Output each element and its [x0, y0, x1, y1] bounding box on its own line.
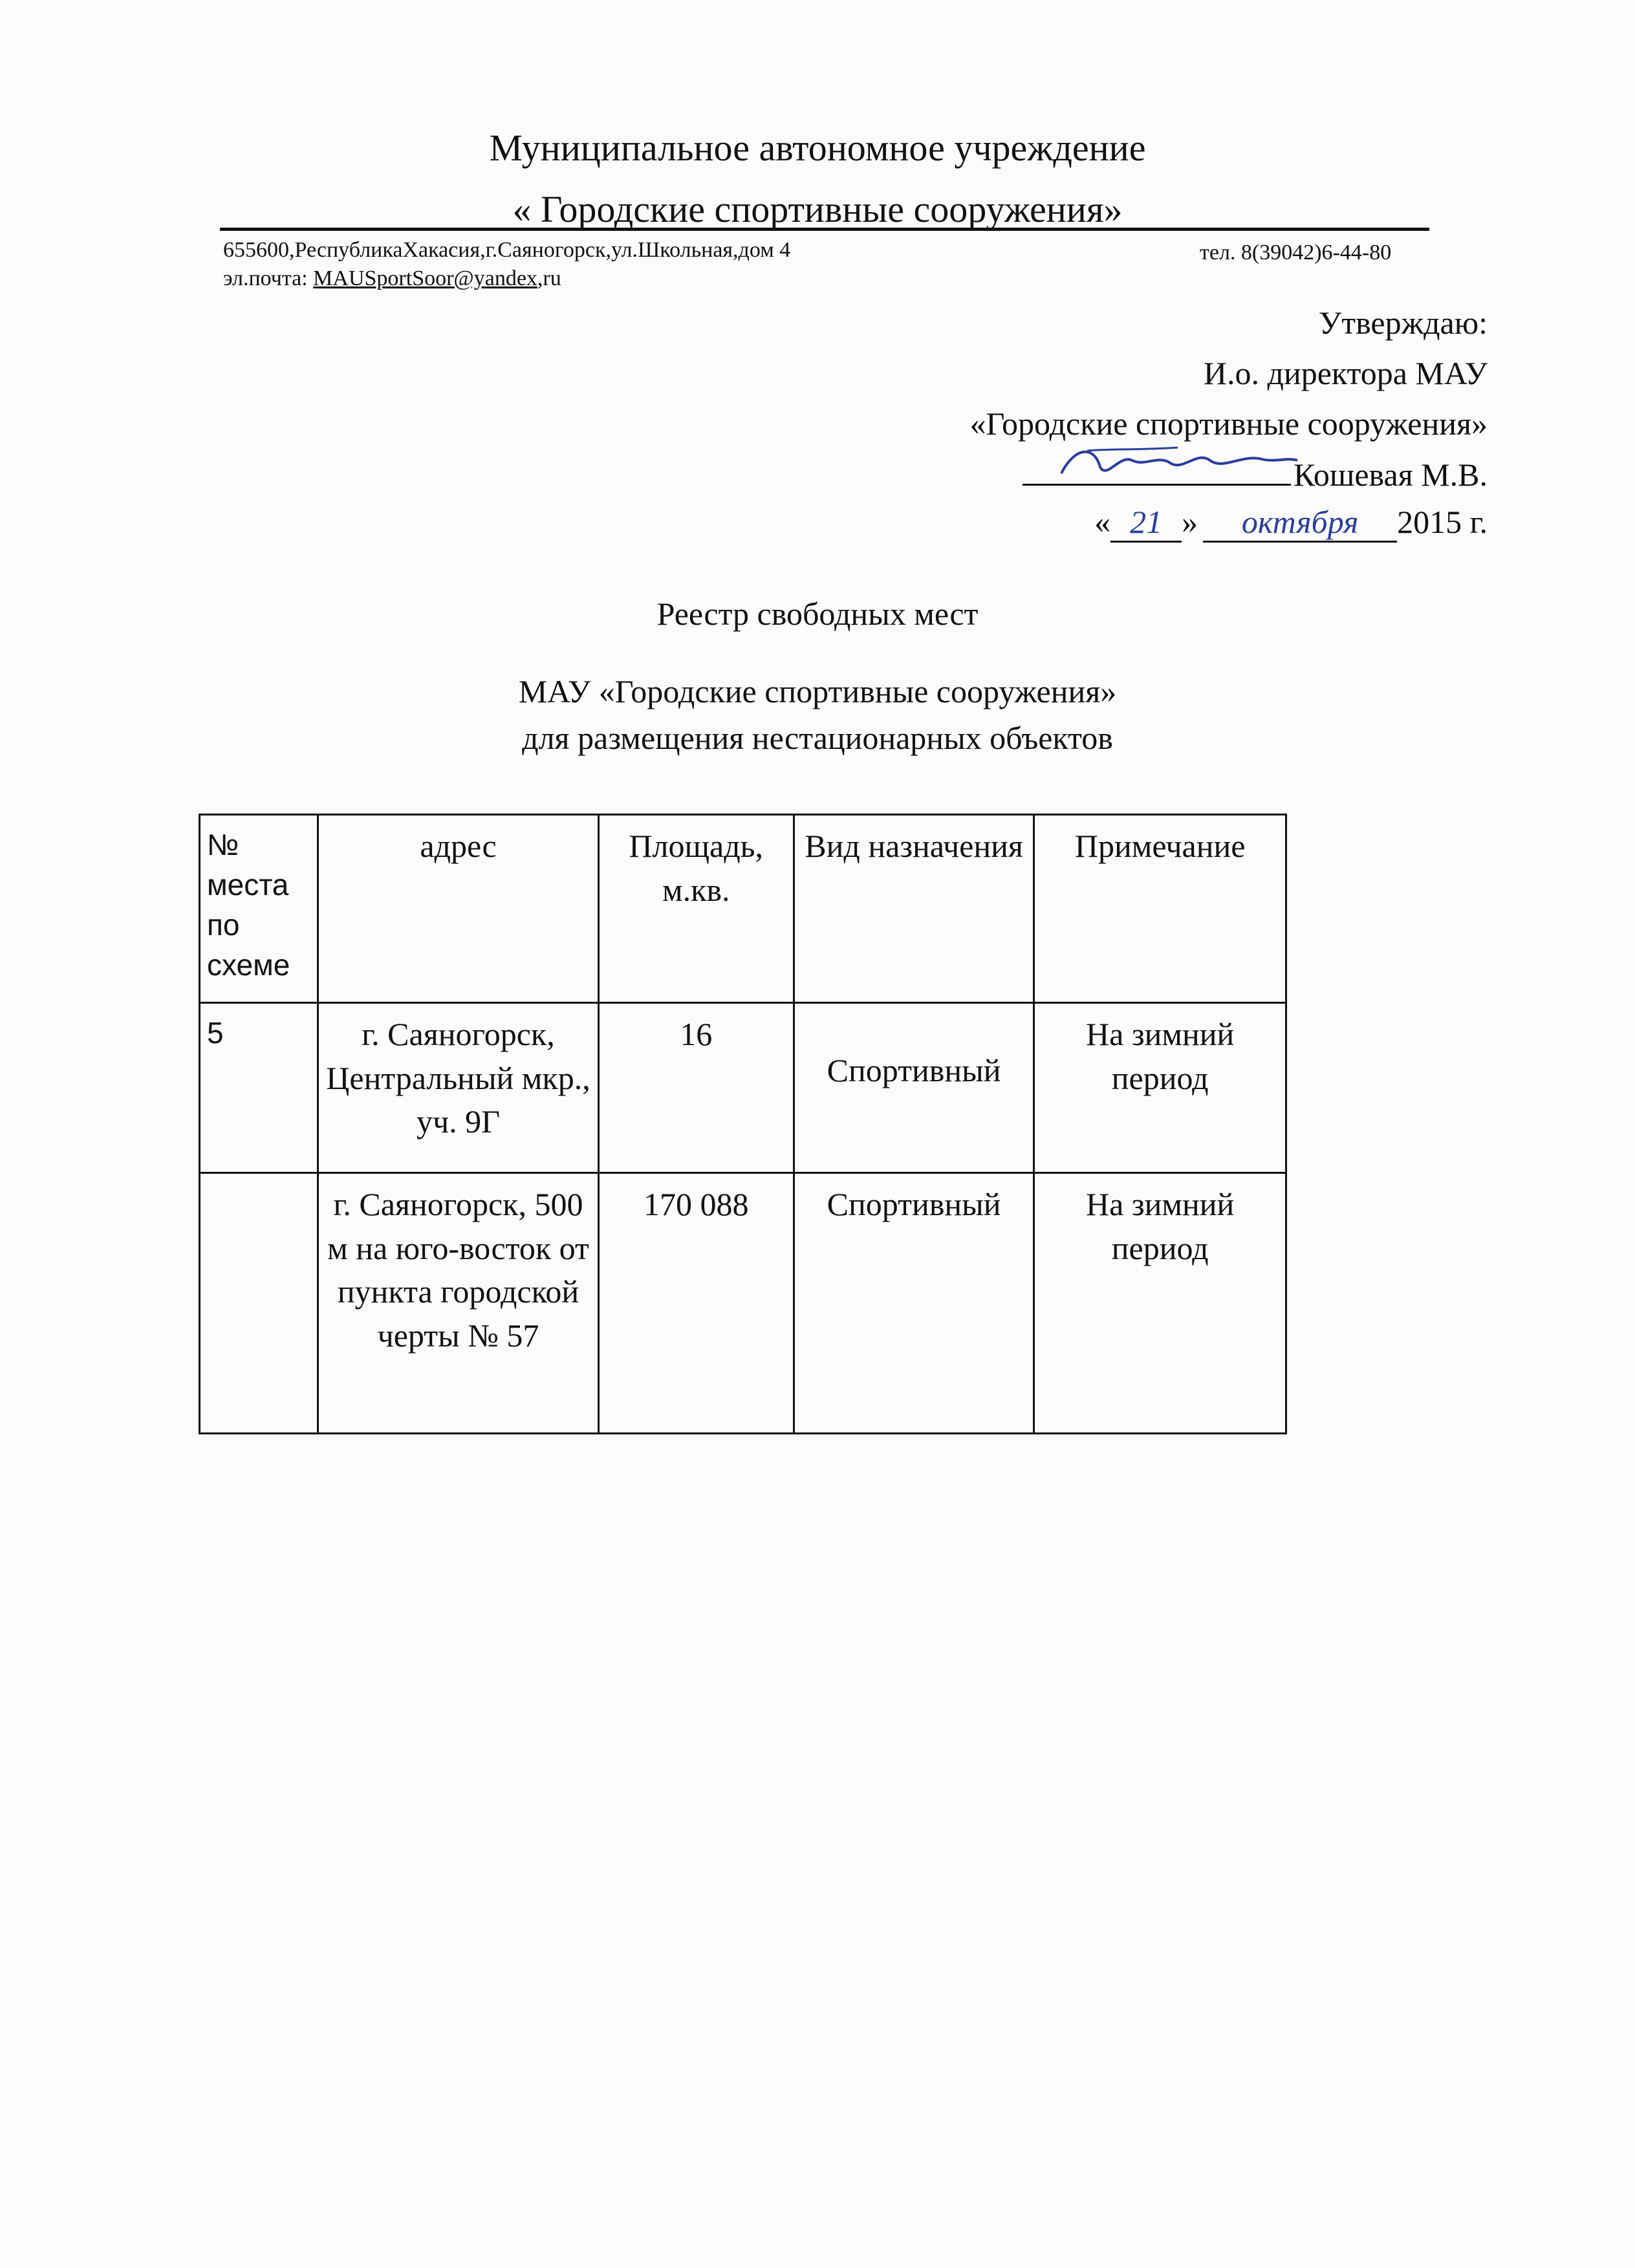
approval-org: «Городские спортивные сооружения»	[969, 405, 1488, 442]
cell-address: г. Саяногорск, 500 м на юго-восток от пункта городской черты № 57	[318, 1173, 598, 1434]
signature-icon	[1048, 441, 1307, 486]
cell-address: г. Саяногорск, Центральный мкр., уч. 9Г	[318, 1003, 598, 1173]
approval-date: « 21 » октября 2015 г.	[1094, 503, 1488, 543]
registry-table	[199, 814, 1287, 1434]
cell-note: На зимний период	[1034, 1003, 1286, 1173]
col-header-area: Площадь, м.кв.	[598, 815, 794, 1003]
date-day: 21	[1110, 503, 1182, 543]
approval-heading: Утверждаю:	[1318, 305, 1488, 341]
date-month: октября	[1203, 503, 1397, 543]
email-suffix: ,ru	[537, 266, 561, 290]
org-address: 655600,РеспубликаХакасия,г.Саяногорск,ул.Школьная,дом 4	[223, 238, 791, 262]
approval-position: И.о. директора МАУ	[1203, 355, 1488, 391]
signature-blank	[1023, 453, 1291, 486]
document-subtitle-2: для размещения нестационарных объектов	[522, 720, 1113, 756]
document-subtitle: МАУ «Городские спортивные сооружения»	[518, 673, 1117, 709]
col-header-address: адрес	[318, 815, 598, 1003]
signer-name: Кошевая М.В.	[1294, 457, 1488, 493]
cell-number	[200, 1173, 318, 1434]
org-email-line	[223, 266, 561, 291]
cell-number: 5	[200, 1003, 318, 1173]
table-row	[200, 1003, 1286, 1173]
date-year: 2015 г.	[1397, 504, 1488, 540]
col-header-purpose: Вид назначения	[794, 815, 1034, 1003]
cell-purpose: Спортивный	[794, 1173, 1034, 1434]
cell-area: 170 088	[598, 1173, 794, 1434]
table-header-row	[200, 815, 1286, 1003]
col-header-note: Примечание	[1034, 815, 1286, 1003]
table-row	[200, 1173, 1286, 1434]
org-name-line2: « Городские спортивные сооружения»	[512, 188, 1123, 230]
email-link[interactable]: MAUSportSoor@yandex	[313, 266, 537, 290]
col-header-number: № места по схеме	[200, 815, 318, 1003]
email-label: эл.почта:	[223, 266, 308, 290]
cell-purpose: Спортивный	[794, 1003, 1034, 1173]
document-title: Реестр свободных мест	[656, 596, 979, 632]
letterhead-rule	[220, 228, 1429, 231]
cell-note: На зимний период	[1034, 1173, 1286, 1434]
org-phone: тел. 8(39042)6-44-80	[1200, 241, 1392, 265]
org-name-line1: Муниципальное автономное учреждение	[489, 127, 1146, 169]
cell-area: 16	[598, 1003, 794, 1173]
approval-signature-line	[1023, 453, 1488, 493]
